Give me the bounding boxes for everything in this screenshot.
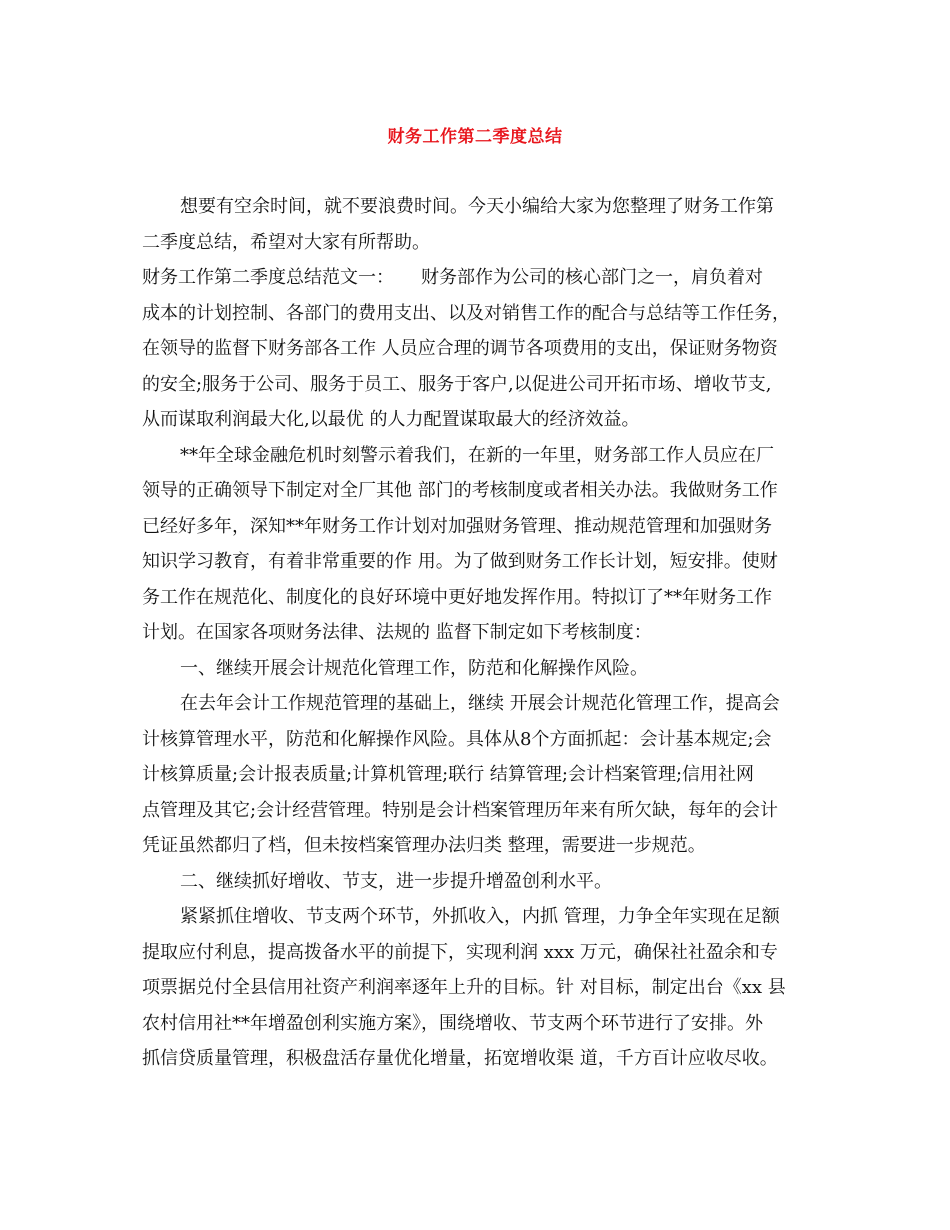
body-line: 在去年会计工作规范管理的基础上，继续 开展会计规范化管理工作，提高会 xyxy=(180,693,780,714)
body-line: 项票据兑付全县信用社资产利润率逐年上升的目标。针 对目标，制定出台《xx 县 xyxy=(142,977,786,998)
body-line: 知识学习教育，有着非常重要的作 用。为了做到财务工作长计划，短安排。使财 xyxy=(142,551,778,572)
body-line: 领导的正确领导下制定对全厂其他 部门的考核制度或者相关办法。我做财务工作 xyxy=(142,480,778,501)
body-line: 点管理及其它;会计经营管理。特别是会计档案管理历年来有所欠缺，每年的会计 xyxy=(142,799,779,821)
body-line: 农村信用社**年增盈创利实施方案》，围绕增收、节支两个环节进行了安排。外 xyxy=(142,1012,763,1034)
body-line: 计核算管理水平，防范和化解操作风险。具体从8个方面抓起：会计基本规定;会 xyxy=(142,728,772,750)
body-line: 在领导的监督下财务部各工作 人员应合理的调节各项费用的支出，保证财务物资 xyxy=(142,338,778,359)
body-line: 的安全;服务于公司、服务于员工、服务于客户,以促进公司开拓市场、增收节支, xyxy=(142,373,772,395)
body-line: 抓信贷质量管理，积极盘活存量优化增量，拓宽增收渠 道，千方百计应收尽收。 xyxy=(142,1048,778,1069)
body-line: 已经好多年，深知**年财务工作计划对加强财务管理、推动规范管理和加强财务 xyxy=(142,515,772,537)
body-line: 一、继续开展会计规范化管理工作，防范和化解操作风险。 xyxy=(180,657,648,679)
body-line: 成本的计划控制、各部门的费用支出、以及对销售工作的配合与总结等工作任务， xyxy=(142,302,790,324)
body-line: 提取应付利息，提高拨备水平的前提下，实现利润 xxx 万元，确保社社盈余和专 xyxy=(142,941,778,963)
body-line: 务工作在规范化、制度化的良好环境中更好地发挥作用。特拟订了**年财务工作 xyxy=(142,586,772,608)
body-line: 财务工作第二季度总结范文一： 财务部作为公司的核心部门之一，肩负着对 xyxy=(142,267,763,288)
body-line: 二季度总结，希望对大家有所帮助。 xyxy=(142,231,430,253)
body-line: **年全球金融危机时刻警示着我们，在新的一年里，财务部工作人员应在厂 xyxy=(180,444,774,466)
body-line: 凭证虽然都归了档，但未按档案管理办法归类 整理，需要进一步规范。 xyxy=(142,835,706,856)
body-line: 想要有空余时间，就不要浪费时间。今天小编给大家为您整理了财务工作第 xyxy=(180,196,774,217)
body-line: 从而谋取利润最大化,以最优 的人力配置谋取最大的经济效益。 xyxy=(142,409,640,430)
body-line: 计划。在国家各项财务法律、法规的 监督下制定如下考核制度： xyxy=(142,622,652,643)
document-body xyxy=(142,189,812,1077)
body-line: 计核算质量;会计报表质量;计算机管理;联行 结算管理;会计档案管理;信用社网 xyxy=(142,764,755,785)
document-title: 财务工作第二季度总结 xyxy=(387,127,563,147)
body-line: 紧紧抓住增收、节支两个环节，外抓收入，内抓 管理，力争全年实现在足额 xyxy=(180,906,780,927)
body-line: 二、继续抓好增收、节支，进一步提升增盈创利水平。 xyxy=(180,870,612,892)
